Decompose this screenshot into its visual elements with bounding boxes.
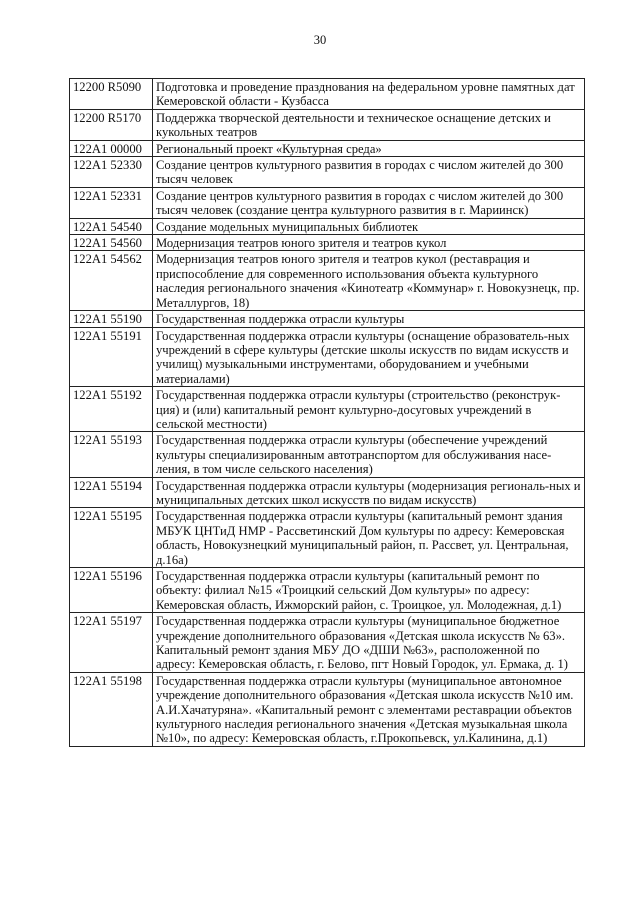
row-description: Государственная поддержка отрасли культуры xyxy=(153,311,585,327)
table-row xyxy=(70,477,585,508)
row-code: 122A1 54562 xyxy=(70,251,153,311)
row-code: 122A1 52331 xyxy=(70,187,153,218)
row-description: Поддержка творческой деятельности и техническое оснащение детских и кукольных театров xyxy=(153,109,585,140)
row-code: 12200 R5170 xyxy=(70,109,153,140)
row-code: 122A1 00000 xyxy=(70,140,153,156)
row-description: Государственная поддержка отрасли культуры (модернизация региональ-ных и муниципальных детских школ искусств по видам искусств) xyxy=(153,477,585,508)
table-row xyxy=(70,109,585,140)
budget-codes-table xyxy=(69,78,585,747)
table-row xyxy=(70,327,585,387)
row-description: Государственная поддержка отрасли культуры (капитальный ремонт здания МБУК ЦНТиД НМР - Рассветинский Дом культуры по адресу: Кемеровская область, Новокузнецкий муниципальный район, п. Рассвет, ул. Центральная, д.16а) xyxy=(153,508,585,568)
table-row xyxy=(70,218,585,234)
table-row xyxy=(70,387,585,432)
row-code: 122A1 55197 xyxy=(70,613,153,673)
row-description: Модернизация театров юного зрителя и театров кукол xyxy=(153,235,585,251)
row-code: 122A1 55191 xyxy=(70,327,153,387)
row-description: Государственная поддержка отрасли культуры (муниципальное автономное учреждение дополнительного образования «Детская школа искусств №10 им. А.И.Хачатуряна». «Капитальный ремонт с элементами реставрации объектов культурного наследия регионального значения «Детская музыкальная школа №10», по адресу: Кемеровская область, г.Прокопьевск, ул.Калинина, д.1) xyxy=(153,672,585,746)
row-description: Подготовка и проведение празднования на федеральном уровне памятных дат Кемеровской области - Кузбасса xyxy=(153,79,585,110)
row-code: 122A1 55193 xyxy=(70,432,153,477)
table-body xyxy=(70,79,585,747)
table-row xyxy=(70,613,585,673)
row-description: Государственная поддержка отрасли культуры (оснащение образователь-ных учреждений в сфере культуры (детские школы искусств по видам искусств и училищ) музыкальными инструментами, оборудованием и учебными материалами) xyxy=(153,327,585,387)
table-row xyxy=(70,187,585,218)
page-number: 30 xyxy=(313,33,327,47)
row-description: Государственная поддержка отрасли культуры (муниципальное бюджетное учреждение дополнительного образования «Детская школа искусств № 63». Капитальный ремонт здания МБУ ДО «ДШИ №63», расположенной по адресу: Кемеровская область, г. Белово, пгт Новый Городок, ул. Ермака, д. 1) xyxy=(153,613,585,673)
row-description: Создание центров культурного развития в городах с числом жителей до 300 тысяч человек xyxy=(153,157,585,188)
row-description: Государственная поддержка отрасли культуры (капитальный ремонт по объекту: филиал №15 «Троицкий сельский Дом культуры» по адресу: Кемеровская область, Ижморский район, с. Троицкое, ул. Молодежная, д.1) xyxy=(153,568,585,613)
table-row xyxy=(70,508,585,568)
table-row xyxy=(70,311,585,327)
table-row xyxy=(70,568,585,613)
row-description: Создание центров культурного развития в городах с числом жителей до 300 тысяч человек (создание центра культурного развития в г. Мариинск) xyxy=(153,187,585,218)
table-row xyxy=(70,672,585,746)
row-code: 122A1 55192 xyxy=(70,387,153,432)
row-description: Создание модельных муниципальных библиотек xyxy=(153,218,585,234)
table-row xyxy=(70,251,585,311)
row-description: Региональный проект «Культурная среда» xyxy=(153,140,585,156)
table-row xyxy=(70,140,585,156)
row-code: 122A1 52330 xyxy=(70,157,153,188)
row-code: 122A1 54540 xyxy=(70,218,153,234)
table-row xyxy=(70,235,585,251)
row-code: 12200 R5090 xyxy=(70,79,153,110)
table-row xyxy=(70,157,585,188)
table-row xyxy=(70,432,585,477)
row-code: 122A1 55198 xyxy=(70,672,153,746)
row-code: 122A1 55196 xyxy=(70,568,153,613)
row-description: Государственная поддержка отрасли культуры (обеспечение учреждений культуры специализированным автотранспортом для обслуживания насе-ления, в том числе сельского населения) xyxy=(153,432,585,477)
row-description: Государственная поддержка отрасли культуры (строительство (реконструк-ция) и (или) капитальный ремонт культурно-досуговых учреждений в сельской местности) xyxy=(153,387,585,432)
row-code: 122A1 55194 xyxy=(70,477,153,508)
row-code: 122A1 55190 xyxy=(70,311,153,327)
row-code: 122A1 55195 xyxy=(70,508,153,568)
table-row xyxy=(70,79,585,110)
row-code: 122A1 54560 xyxy=(70,235,153,251)
row-description: Модернизация театров юного зрителя и театров кукол (реставрация и приспособление для современного использования объекта культурного наследия регионального значения «Кинотеатр «Коммунар» г. Новокузнецк, пр. Металлургов, 18) xyxy=(153,251,585,311)
